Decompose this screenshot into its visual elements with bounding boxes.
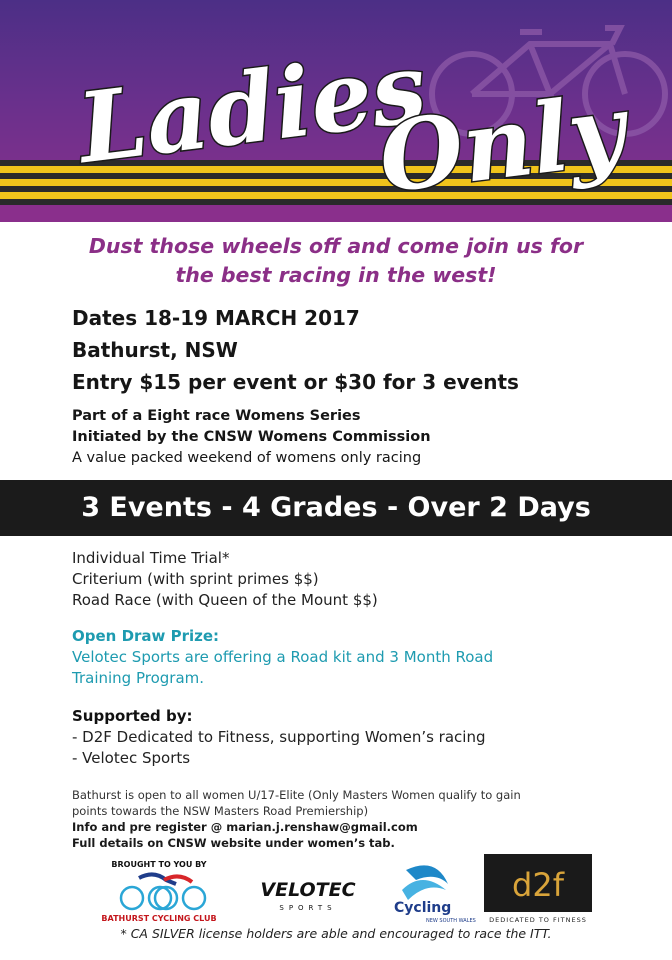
- support-item: - Velotec Sports: [72, 749, 191, 767]
- series-line1: Part of a Eight race Womens Series: [72, 408, 361, 424]
- svg-text:BROUGHT TO YOU BY: BROUGHT TO YOU BY: [111, 860, 207, 869]
- series-info: [72, 406, 652, 469]
- fine-line2: points towards the NSW Masters Road Premiership): [72, 804, 369, 818]
- svg-text:DEDICATED TO FITNESS: DEDICATED TO FITNESS: [489, 916, 587, 924]
- register-contact: Info and pre register @ marian.j.renshaw@gmail.com: [72, 820, 418, 834]
- support-heading: Supported by:: [72, 707, 193, 725]
- support-item: - D2F Dedicated to Fitness, supporting Women’s racing: [72, 728, 486, 746]
- svg-text:SPORTS: SPORTS: [279, 904, 337, 912]
- svg-text:Cycling: Cycling: [394, 900, 452, 916]
- tagline-line1: Dust those wheels off and come join us for: [88, 234, 584, 258]
- events-banner: 3 Events - 4 Grades - Over 2 Days: [0, 480, 672, 536]
- tagline-line2: the best racing in the west!: [175, 263, 497, 287]
- draw-heading: Open Draw Prize:: [72, 627, 220, 645]
- event-entry-fee: Entry $15 per event or $30 for 3 events: [72, 370, 519, 394]
- series-line2: Initiated by the CNSW Womens Commission: [72, 429, 431, 445]
- event-key-info: [72, 302, 652, 398]
- open-draw-prize: [72, 626, 652, 689]
- svg-text:BATHURST CYCLING CLUB: BATHURST CYCLING CLUB: [101, 914, 217, 923]
- fine-line1: Bathurst is open to all women U/17-Elite (Only Masters Women qualify to gain: [72, 788, 521, 802]
- series-line3: A value packed weekend of womens only racing: [72, 450, 422, 466]
- hero-title-ladies: Ladies: [72, 30, 432, 186]
- fine-print: [72, 787, 632, 851]
- tagline: [0, 232, 672, 290]
- hero-title-only: Only: [373, 72, 631, 215]
- event-list: [72, 548, 652, 611]
- svg-text:d2f: d2f: [512, 866, 564, 904]
- event-item: Individual Time Trial*: [72, 549, 230, 567]
- event-dates: Dates 18-19 MARCH 2017: [72, 306, 360, 330]
- draw-line1: Velotec Sports are offering a Road kit and 3 Month Road: [72, 648, 494, 666]
- velotec-sports-logo: [246, 878, 370, 914]
- svg-text:NEW SOUTH WALES: NEW SOUTH WALES: [426, 918, 476, 924]
- event-item: Road Race (with Queen of the Mount $$): [72, 591, 378, 609]
- hero-banner: [0, 0, 672, 222]
- svg-text:VELOTEC: VELOTEC: [260, 879, 356, 901]
- sponsor-logos: [0, 852, 672, 926]
- bathurst-cycling-club-logo: [84, 858, 234, 924]
- draw-line2: Training Program.: [72, 669, 205, 687]
- event-location: Bathurst, NSW: [72, 338, 238, 362]
- d2f-logo: [484, 854, 592, 926]
- website-note: Full details on CNSW website under women’s tab.: [72, 836, 395, 850]
- supporters: [72, 706, 652, 769]
- cycling-nsw-logo: [386, 860, 476, 926]
- itt-footnote: * CA SILVER license holders are able and encouraged to race the ITT.: [120, 926, 552, 941]
- event-item: Criterium (with sprint primes $$): [72, 570, 319, 588]
